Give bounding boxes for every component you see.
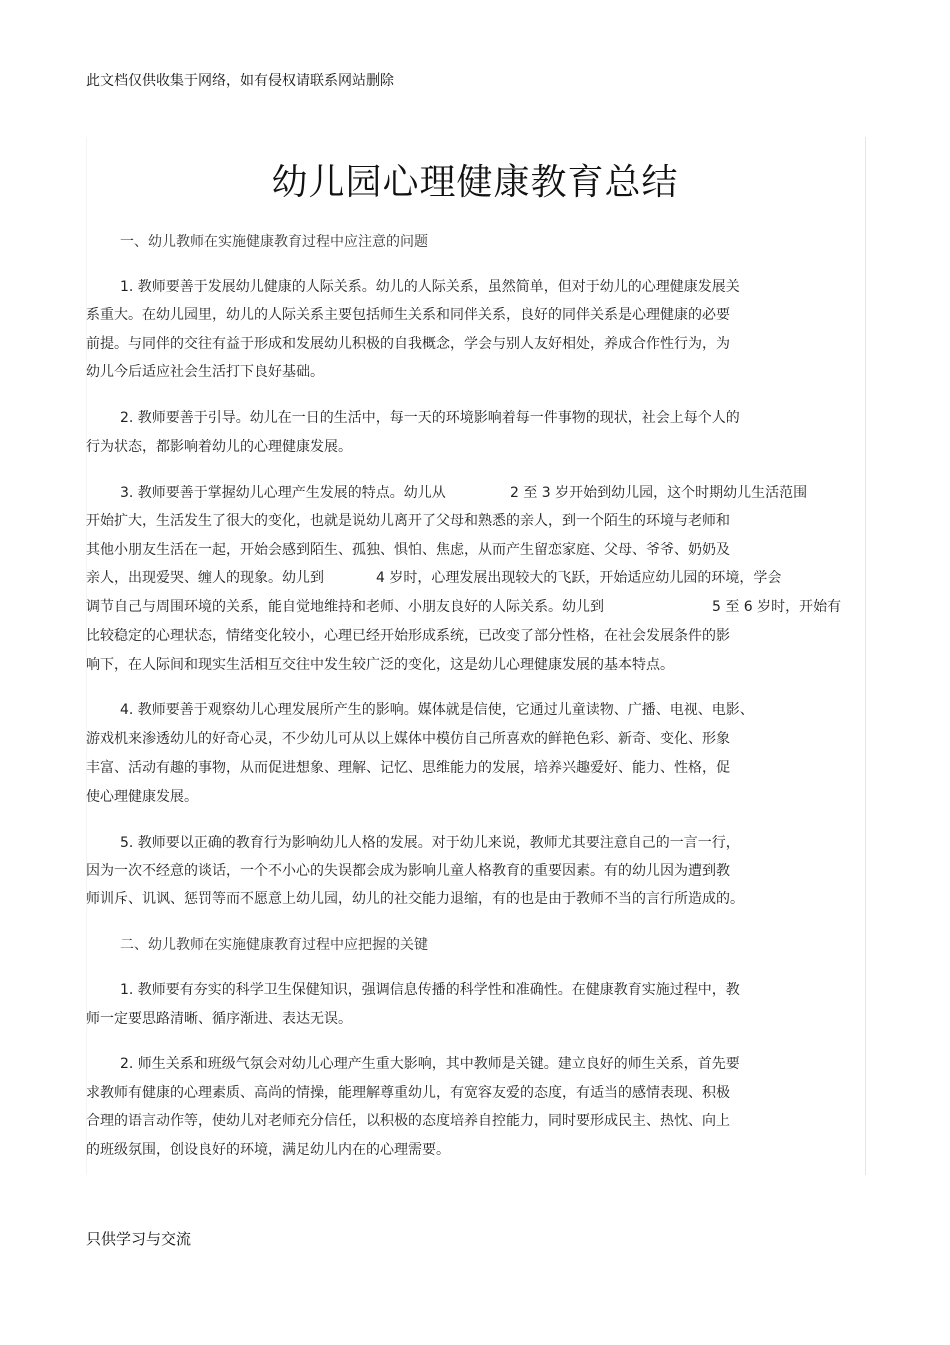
paragraph-line: 开始扩大，生活发生了很大的变化，也就是说幼儿离开了父母和熟悉的亲人，到一个陌生的环境与老师和 bbox=[86, 513, 730, 529]
paragraph-line: 4. 教师要善于观察幼儿心理发展所产生的影响。媒体就是信使，它通过儿童读物、广播、电视、电影、 bbox=[120, 702, 754, 718]
document-title: 幼儿园心理健康教育总结 bbox=[271, 162, 679, 203]
paragraph-line: 调节自己与周围环境的关系，能自觉地维持和老师、小朋友良好的人际关系。幼儿到 bbox=[86, 599, 604, 615]
paragraph-line: 其他小朋友生活在一起，开始会感到陌生、孤独、惧怕、焦虑，从而产生留恋家庭、父母、爷爷、奶奶及 bbox=[86, 542, 730, 558]
paragraph-line-segment: 2 至 3 岁开始到幼儿园，这个时期幼儿生活范围 bbox=[510, 485, 808, 501]
paragraph-line: 幼儿今后适应社会生活打下良好基础。 bbox=[86, 364, 324, 380]
paragraph-line: 丰富、活动有趣的事物，从而促进想象、理解、记忆、思维能力的发展，培养兴趣爱好、能力、性格，促 bbox=[86, 760, 730, 776]
paragraph-line: 合理的语言动作等，使幼儿对老师充分信任，以积极的态度培养自控能力，同时要形成民主、热忱、向上 bbox=[86, 1113, 730, 1129]
paragraph-line: 2. 师生关系和班级气氛会对幼儿心理产生重大影响，其中教师是关键。建立良好的师生关系，首先要 bbox=[120, 1056, 740, 1072]
paragraph-line: 前提。与同伴的交往有益于形成和发展幼儿积极的自我概念，学会与别人友好相处，养成合作性行为，为 bbox=[86, 336, 730, 352]
paragraph-line: 师训斥、讥讽、惩罚等而不愿意上幼儿园，幼儿的社交能力退缩，有的也是由于教师不当的言行所造成的。 bbox=[86, 891, 744, 907]
paragraph-line: 5. 教师要以正确的教育行为影响幼儿人格的发展。对于幼儿来说，教师尤其要注意自己的一言一行， bbox=[120, 835, 740, 851]
paragraph-line: 系重大。在幼儿园里，幼儿的人际关系主要包括师生关系和同伴关系，良好的同伴关系是心理健康的必要 bbox=[86, 307, 730, 323]
paragraph-line: 1. 教师要有夯实的科学卫生保健知识，强调信息传播的科学性和准确性。在健康教育实施过程中，教 bbox=[120, 982, 740, 998]
section-1-heading: 一、幼儿教师在实施健康教育过程中应注意的问题 bbox=[120, 234, 428, 250]
paragraph-line: 2. 教师要善于引导。幼儿在一日的生活中，每一天的环境影响着每一件事物的现状，社会上每个人的 bbox=[120, 410, 740, 426]
footer-note: 只供学习与交流 bbox=[86, 1230, 192, 1248]
paragraph-line: 因为一次不经意的谈话，一个不小心的失误都会成为影响儿童人格教育的重要因素。有的幼儿因为遭到教 bbox=[86, 863, 730, 879]
paragraph-line: 使心理健康发展。 bbox=[86, 789, 198, 805]
section-2-heading: 二、幼儿教师在实施健康教育过程中应把握的关键 bbox=[120, 937, 428, 953]
paragraph-line: 响下，在人际间和现实生活相互交往中发生较广泛的变化，这是幼儿心理健康发展的基本特点。 bbox=[86, 657, 674, 673]
paragraph-line: 亲人，出现爱哭、缠人的现象。幼儿到 bbox=[86, 570, 324, 586]
paragraph-line-segment: 5 至 6 岁时，开始有 bbox=[712, 599, 842, 615]
paragraph-line: 师一定要思路清晰、循序渐进、表达无误。 bbox=[86, 1011, 352, 1027]
header-note: 此文档仅供收集于网络，如有侵权请联系网站删除 bbox=[86, 73, 394, 89]
paragraph-line: 比较稳定的心理状态，情绪变化较小，心理已经开始形成系统，已改变了部分性格，在社会发展条件的影 bbox=[86, 628, 730, 644]
paragraph-line: 行为状态，都影响着幼儿的心理健康发展。 bbox=[86, 439, 352, 455]
paragraph-line-segment: 4 岁时，心理发展出现较大的飞跃，开始适应幼儿园的环境，学会 bbox=[376, 570, 782, 586]
paragraph-line: 3. 教师要善于掌握幼儿心理产生发展的特点。幼儿从 bbox=[120, 485, 446, 501]
paragraph-line: 游戏机来渗透幼儿的好奇心灵，不少幼儿可从以上媒体中模仿自己所喜欢的鲜艳色彩、新奇、变化、形象 bbox=[86, 731, 730, 747]
paragraph-line: 1. 教师要善于发展幼儿健康的人际关系。幼儿的人际关系，虽然简单，但对于幼儿的心理健康发展关 bbox=[120, 279, 740, 295]
paragraph-line: 求教师有健康的心理素质、高尚的情操，能理解尊重幼儿，有宽容友爱的态度，有适当的感情表现、积极 bbox=[86, 1085, 730, 1101]
paragraph-line: 的班级氛围，创设良好的环境，满足幼儿内在的心理需要。 bbox=[86, 1142, 450, 1158]
